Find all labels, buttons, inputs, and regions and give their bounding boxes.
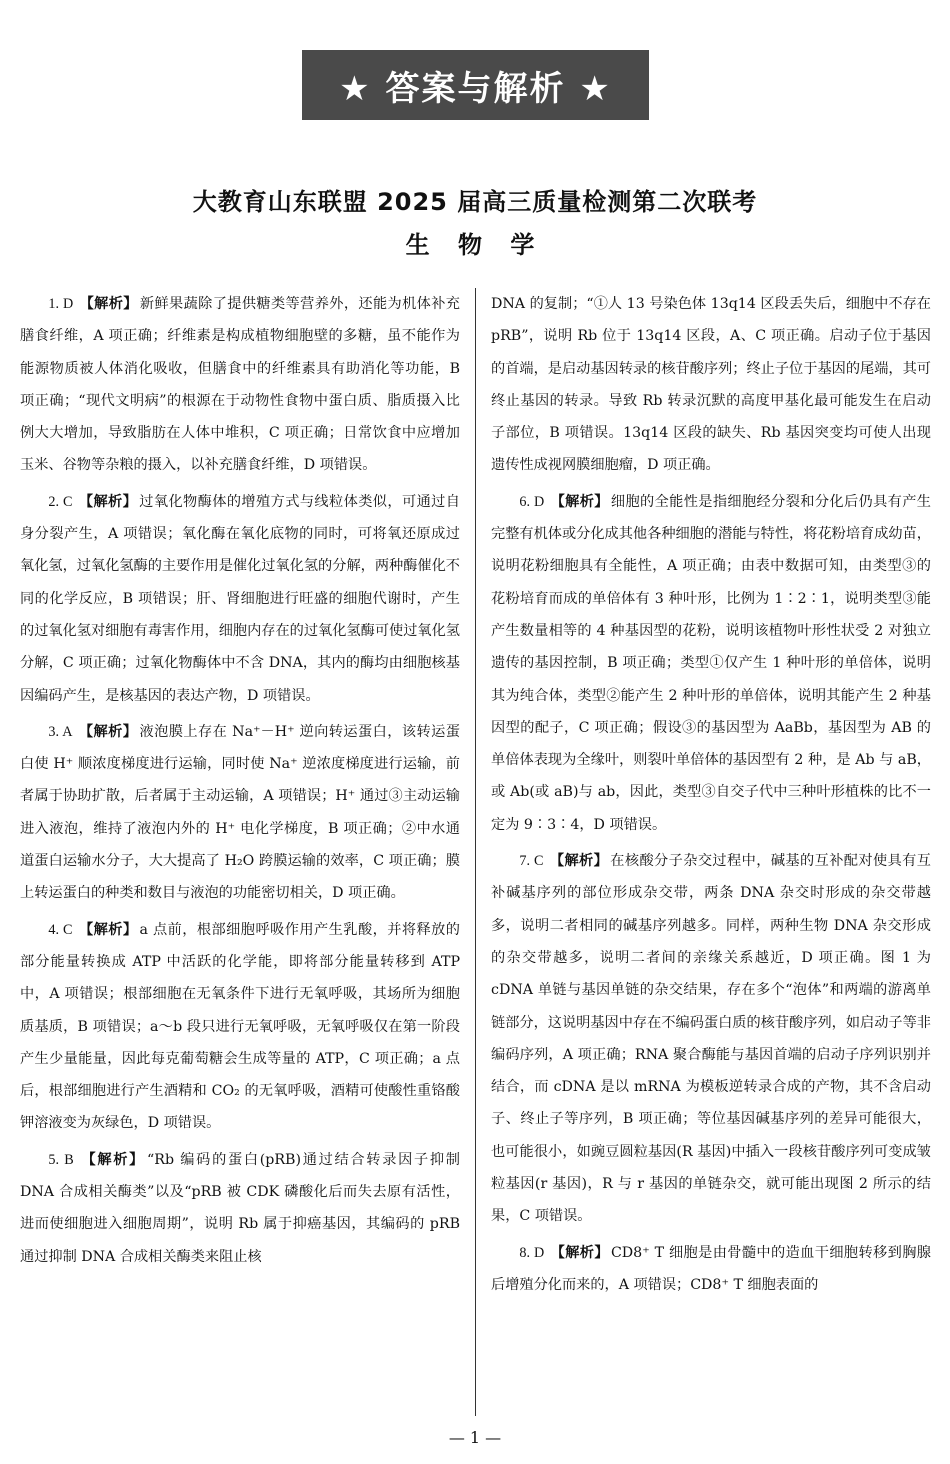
- analysis-tag: 【解析】: [550, 493, 609, 510]
- analysis-tag: 【解析】: [549, 853, 609, 870]
- column-divider: [475, 288, 476, 1416]
- analysis-tag: 【解析】: [550, 1244, 609, 1261]
- answer-number: 5. B: [48, 1151, 74, 1168]
- page-title: 大教育山东联盟 2025 届高三质量检测第二次联考: [192, 188, 758, 216]
- answer-item-7: [491, 845, 931, 1233]
- left-column: [20, 288, 460, 1277]
- answer-number: 6. D: [519, 493, 545, 510]
- analysis-tag: 【解析】: [78, 921, 138, 938]
- section-banner: ★ 答案与解析 ★: [302, 50, 649, 120]
- answer-number: 7. C: [519, 853, 544, 870]
- answer-item-6: [491, 486, 931, 841]
- answer-text: 细胞的全能性是指细胞经分裂和分化后仍具有产生完整有机体或分化成其他各种细胞的潜能与特性，将花粉培育成幼苗，说明花粉细胞具有全能性，A 项正确；由表中数据可知，由类型③的花粉培育而成的单倍体有 3 种叶形，比例为 1∶2∶1，说明类型③能产生数量相等的 4 种基因型的花粉，说明该植物叶形性状受 2 对独立遗传的基因控制，B 项正确；类型①仅产生 1 种叶形的单倍体，说明其为纯合体，类型②能产生 2 种叶形的单倍体，说明其能产生 2 种基因型的配子，C 项正确；假设③的基因型为 AaBb，基因型为 AB 的单倍体表现为全缘叶，则裂叶单倍体的基因型有 2 种，是 Ab 与 aB，或 Ab(或 aB)与 ab，因此，类型③自交子代中三种叶形植株的比不一定为 9∶3∶4，D 项错误。: [491, 493, 931, 833]
- subject-title: 生 物 学: [405, 231, 545, 259]
- answer-item-2: [20, 486, 460, 712]
- answer-number: 2. C: [48, 493, 73, 510]
- answer-text: 过氧化物酶体的增殖方式与线粒体类似，可通过自身分裂产生，A 项错误；氧化酶在氧化底物的同时，可将氧还原成过氧化氢，过氧化氢酶的主要作用是催化过氧化氢的分解，两种酶催化不同的化学反应，B 项错误；肝、肾细胞进行旺盛的细胞代谢时，产生的过氧化氢对细胞有毒害作用，细胞内存在的过氧化氢酶可使过氧化氢分解，C 项正确；过氧化物酶体中不含 DNA，其内的酶均由细胞核基因编码产生，是核基因的表达产物，D 项错误。: [20, 493, 460, 704]
- analysis-tag: 【解析】: [79, 1151, 146, 1168]
- answer-text: 液泡膜上存在 Na⁺－H⁺ 逆向转运蛋白，该转运蛋白使 H⁺ 顺浓度梯度进行运输，同时使 Na⁺ 逆浓度梯度进行运输，前者属于协助扩散，后者属于主动运输，A 项错误；H⁺ 通过③主动运输进入液泡，维持了液泡内外的 H⁺ 电化学梯度，B 项正确；②中水通道蛋白运输水分子，大大提高了 H₂O 跨膜运输的效率，C 项正确；膜上转运蛋白的种类和数目与液泡的功能密切相关，D 项正确。: [20, 723, 460, 902]
- page-number: — 1 —: [448, 1428, 502, 1447]
- analysis-tag: 【解析】: [79, 296, 138, 312]
- answer-item-8: [491, 1237, 931, 1302]
- answer-number: 1. D: [48, 296, 74, 312]
- answer-number: 8. D: [519, 1244, 545, 1261]
- analysis-tag: 【解析】: [78, 493, 138, 510]
- answer-text: a 点前，根部细胞呼吸作用产生乳酸，并将释放的部分能量转换成 ATP 中活跃的化学能，即将部分能量转移到 ATP 中，A 项错误；根部细胞在无氧条件下进行无氧呼吸，其场所为细胞质基质，B 项错误；a～b 段只进行无氧呼吸，无氧呼吸仅在第一阶段产生少量能量，因此每克葡萄糖会生成等量的 ATP，C 项正确；a 点后，根部细胞进行产生酒精和 CO₂ 的无氧呼吸，酒精可使酸性重铬酸钾溶液变为灰绿色，D 项错误。: [20, 921, 460, 1132]
- answer-text: CD8⁺ T 细胞是由骨髓中的造血干细胞转移到胸腺后增殖分化而来的，A 项错误；CD8⁺ T 细胞表面的: [491, 1244, 931, 1293]
- answer-number: 4. C: [48, 921, 73, 938]
- answer-item-5: [20, 1144, 460, 1273]
- answer-text: 在核酸分子杂交过程中，碱基的互补配对使具有互补碱基序列的部位形成杂交带，两条 DNA 杂交时形成的杂交带越多，说明二者相同的碱基序列越多。同样，两种生物 DNA 杂交形成的杂交带越多，说明二者间的亲缘关系越近，D 项正确。图 1 为 cDNA 单链与基因单链的杂交结果，存在多个“泡体”和两端的游离单链部分，这说明基因中存在不编码蛋白质的核苷酸序列，如启动子等非编码序列，A 项正确；RNA 聚合酶能与基因首端的启动子序列识别并结合，而 cDNA 是以 mRNA 为模板逆转录合成的产物，其不含启动子、终止子等序列，B 项正确；等位基因碱基序列的差异可能很大，也可能很小，如豌豆圆粒基因(R 基因)中插入一段核苷酸序列可变成皱粒基因(r 基因)，R 与 r 基因的单链杂交，就可能出现图 2 所示的结果，C 项错误。: [491, 853, 931, 1225]
- answer-item-1: [20, 288, 460, 482]
- answer-item-5-continued: DNA 的复制；“①人 13 号染色体 13q14 区段丢失后，细胞中不存在 pRB”，说明 Rb 位于 13q14 区段，A、C 项正确。启动子位于基因的首端，是启动基因转录的核苷酸序列；终止子位于基因的尾端，其可终止基因的转录。导致 Rb 转录沉默的高度甲基化最可能发生在启动子部位，B 项错误。13q14 区段的缺失、Rb 基因突变均可使人出现遗传性成视网膜细胞瘤，D 项正确。: [491, 296, 931, 474]
- answer-text: “Rb 编码的蛋白(pRB)通过结合转录因子抑制 DNA 合成相关酶类”以及“pRB 被 CDK 磷酸化后而失去原有活性，进而使细胞进入细胞周期”，说明 Rb 属于抑癌基因，其编码的 pRB 通过抑制 DNA 合成相关酶类来阻止核: [20, 1151, 460, 1265]
- answer-number: 3. A: [48, 723, 73, 740]
- answer-item-4: [20, 914, 460, 1140]
- analysis-tag: 【解析】: [78, 723, 138, 740]
- right-column: [491, 288, 931, 1305]
- answer-text: 新鲜果蔬除了提供糖类等营养外，还能为机体补充膳食纤维，A 项正确；纤维素是构成植物细胞壁的多糖，虽不能作为能源物质被人体消化吸收，但膳食中的纤维素具有助消化等功能，B 项正确；“现代文明病”的根源在于动物性食物中蛋白质、脂质摄入比例大大增加，导致脂肪在人体中堆积，C 项正确；日常饮食中应增加玉米、谷物等杂粮的摄入，以补充膳食纤维，D 项错误。: [20, 296, 460, 474]
- answer-item-3: [20, 716, 460, 910]
